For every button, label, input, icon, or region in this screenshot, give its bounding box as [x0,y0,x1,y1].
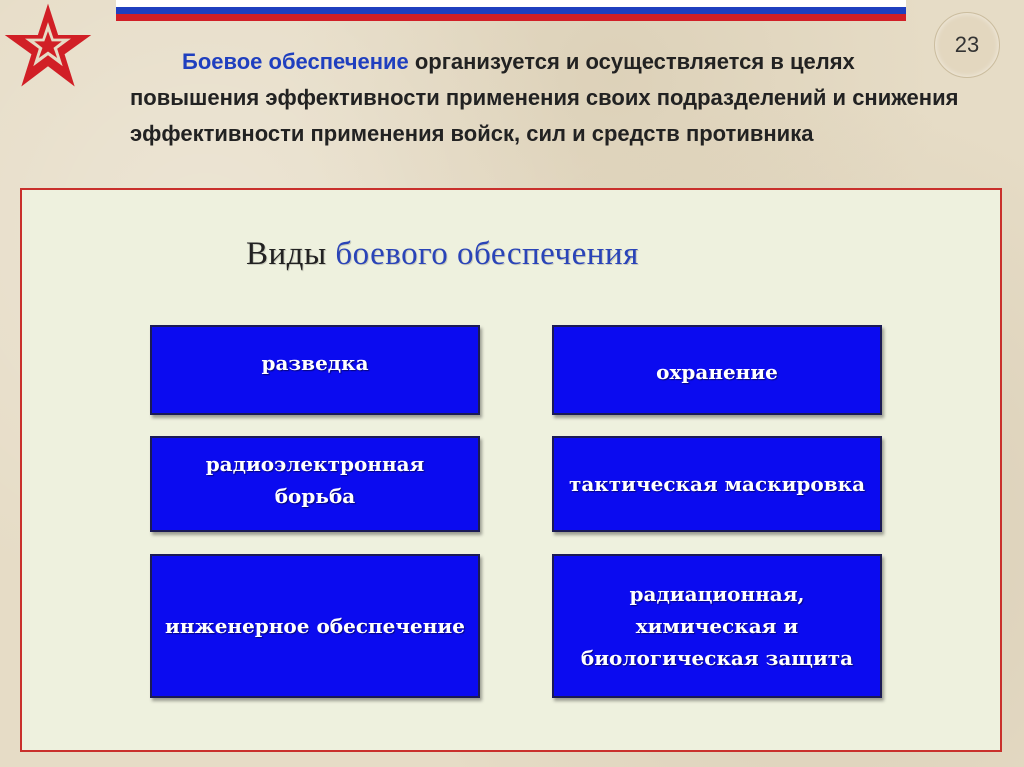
flag-stripe-white [116,0,906,7]
type-box-label: разведка [261,351,369,375]
type-box-label: тактическая маскировка [568,472,866,496]
flag-stripe-blue [116,7,906,14]
intro-text [130,44,990,152]
slide-number: 23 [934,12,1000,78]
combat-support-types-panel [20,188,1002,752]
panel-title-part2: боевого обеспечения [335,236,639,272]
type-box-label: радиационная, химическая и биологическая защита [580,582,854,670]
flag-stripes [116,0,906,22]
flag-stripe-red [116,14,906,21]
type-box-electronic-warfare [150,436,480,532]
type-box-reconnaissance [150,325,480,415]
type-box-engineering-support [150,554,480,698]
type-box-security [552,325,882,415]
red-star-emblem-icon [2,0,94,92]
panel-title-part1: Виды [246,236,336,272]
intro-lead: Боевое обеспечение [182,49,409,74]
panel-title [246,236,639,273]
type-box-tactical-camouflage [552,436,882,532]
type-box-label: охранение [656,360,778,384]
type-box-label: радиоэлектронная борьба [205,452,425,508]
type-box-label: инженерное обеспечение [165,614,465,638]
intro-rest: организуется и осуществляется в целях повышения эффективности применения своих подразделений и снижения эффективности применения войск, сил и средств противника [130,49,959,146]
type-box-cbrn-protection [552,554,882,698]
